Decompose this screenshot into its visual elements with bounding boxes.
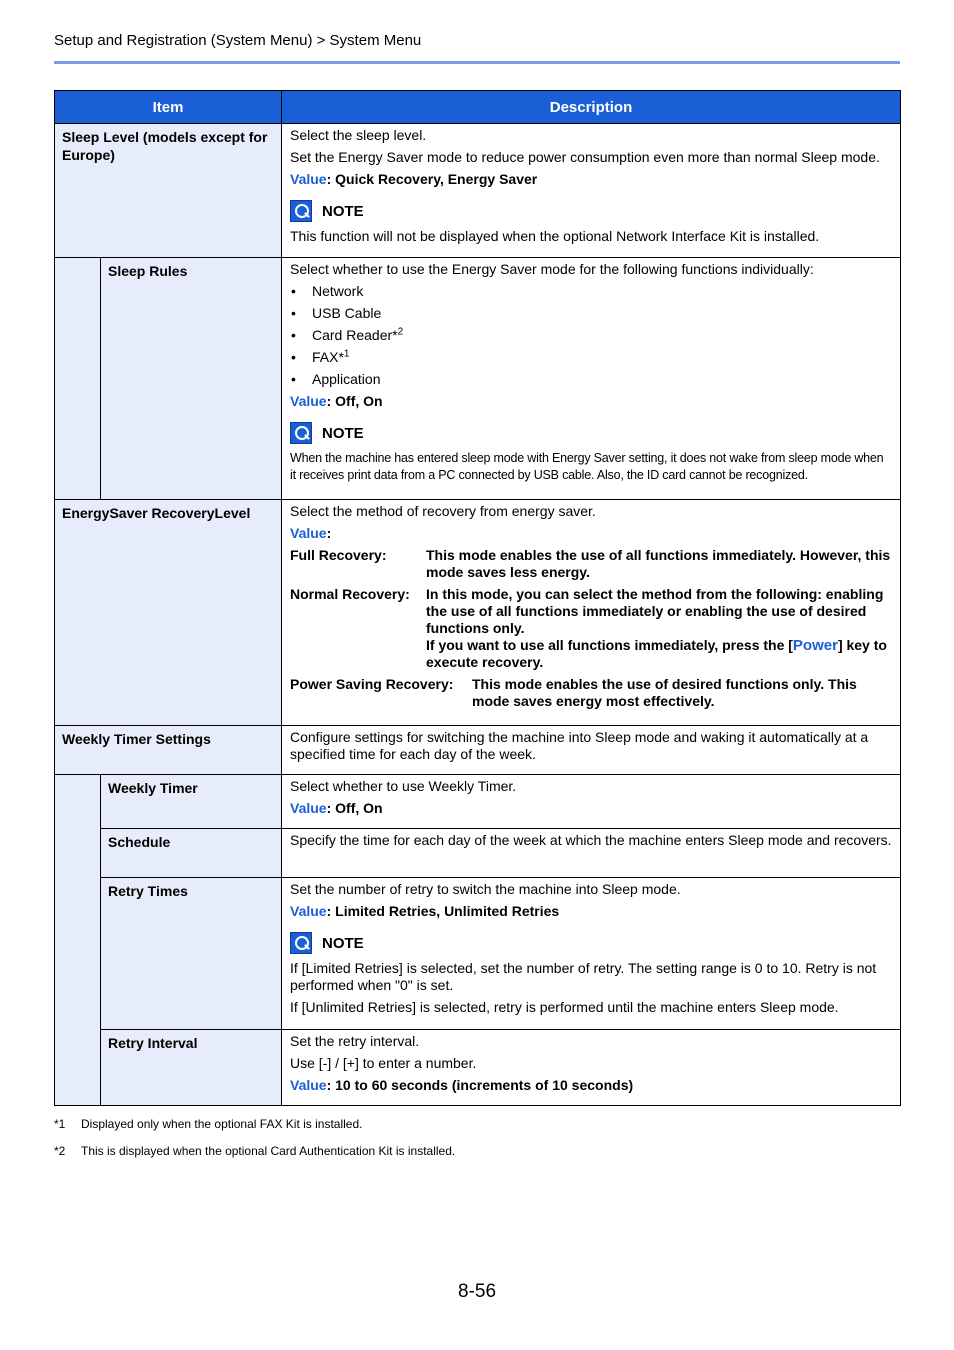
definition-text-part: If you want to use all functions immediately, press the [	[426, 637, 793, 653]
description-text: Configure settings for switching the machine into Sleep mode and waking it automatically at a specified time for each day of the week.	[290, 729, 869, 762]
description-text: Use [-] / [+] to enter a number.	[290, 1055, 477, 1071]
description-weekly-timer-settings	[282, 726, 901, 775]
indent-cell	[55, 775, 101, 829]
system-menu-table	[54, 90, 901, 1106]
note-heading	[290, 200, 892, 222]
item-retry-interval: Retry Interval	[101, 1030, 282, 1106]
list-item-text: Card Reader*	[312, 327, 398, 343]
table-row	[55, 124, 901, 258]
note-heading	[290, 932, 892, 954]
description-sleep-rules	[282, 258, 901, 500]
value-line	[290, 1077, 892, 1094]
description-text: Set the number of retry to switch the machine into Sleep mode.	[290, 881, 681, 897]
value-line	[290, 800, 892, 817]
list-item: • Network	[290, 283, 892, 300]
description-sleep-level	[282, 124, 901, 258]
definition-text: In this mode, you can select the method from the following: enabling the use of all functions immediately or enabling the use of desired functions only.	[426, 586, 884, 636]
value-options: : 10 to 60 seconds (increments of 10 seconds)	[326, 1077, 634, 1093]
value-options: : Limited Retries, Unlimited Retries	[326, 903, 560, 919]
value-key: Value	[290, 171, 327, 187]
indent-cell	[55, 829, 101, 878]
note-icon	[290, 932, 312, 954]
footnote-ref: 1	[343, 348, 350, 360]
definition-term: Normal Recovery:	[290, 586, 410, 602]
description-schedule	[282, 829, 901, 878]
description-text: Select the sleep level.	[290, 127, 427, 143]
table-row	[55, 258, 901, 500]
description-text: Select whether to use Weekly Timer.	[290, 778, 517, 794]
description-text: Set the Energy Saver mode to reduce power consumption even more than normal Sleep mode.	[290, 149, 880, 165]
description-text: Specify the time for each day of the week at which the machine enters Sleep mode and recovers.	[290, 832, 892, 848]
table-row	[55, 500, 901, 726]
table-row	[55, 726, 901, 775]
footnote-mark: *1	[54, 1117, 66, 1131]
description-text: Set the retry interval.	[290, 1033, 420, 1049]
note-label: NOTE	[322, 424, 364, 442]
note-heading	[290, 422, 892, 444]
table-row	[55, 775, 901, 829]
list-item	[290, 349, 892, 366]
item-schedule: Schedule	[101, 829, 282, 878]
item-weekly-timer-settings: Weekly Timer Settings	[55, 726, 282, 775]
value-line	[290, 525, 892, 542]
value-key: Value	[290, 1077, 327, 1093]
item-sleep-rules: Sleep Rules	[101, 258, 282, 500]
list-item-text: FAX*	[312, 349, 344, 365]
value-options: :	[326, 525, 332, 541]
value-key: Value	[290, 800, 327, 816]
table-row	[55, 1030, 901, 1106]
power-key-label: Power	[792, 637, 838, 654]
definition-term: Power Saving Recovery:	[290, 676, 454, 692]
note-icon	[290, 422, 312, 444]
breadcrumb: Setup and Registration (System Menu) > System Menu	[54, 32, 422, 49]
value-key: Value	[290, 393, 327, 409]
definition-text: This mode enables the use of all functions immediately. However, this mode saves less energy.	[426, 547, 891, 580]
definition-full-recovery	[290, 547, 892, 581]
value-key: Value	[290, 525, 327, 541]
item-sleep-level: Sleep Level (models except for Europe)	[55, 124, 282, 258]
note-text: This function will not be displayed when the optional Network Interface Kit is installed.	[290, 228, 820, 244]
definition-power-saving-recovery	[290, 676, 892, 710]
page-number: 8-56	[458, 1281, 497, 1302]
description-recovery-level	[282, 500, 901, 726]
footnote-mark: *2	[54, 1144, 66, 1158]
indent-cell	[55, 878, 101, 1030]
note-icon	[290, 200, 312, 222]
value-options: : Off, On	[326, 800, 383, 816]
note-text: When the machine has entered sleep mode with Energy Saver setting, it does not wake from sleep mode when it receives print data from a PC connected by USB cable. Also, the ID card cannot be recognized.	[290, 451, 884, 482]
list-item: • Application	[290, 371, 892, 388]
note-text: If [Limited Retries] is selected, set the number of retry. The setting range is 0 to 10. Retry is not performed when "0" is set.	[290, 960, 877, 993]
description-text: Select the method of recovery from energy saver.	[290, 503, 596, 519]
item-recovery-level: EnergySaver RecoveryLevel	[55, 500, 282, 726]
value-line	[290, 393, 892, 410]
footnote	[54, 1117, 363, 1131]
definition-text-part: ] key to execute recovery.	[426, 637, 887, 670]
footnote	[54, 1144, 455, 1158]
header-divider	[54, 61, 900, 64]
column-header-item: Item	[55, 91, 282, 124]
indent-cell	[55, 258, 101, 500]
table-row	[55, 829, 901, 878]
value-key: Value	[290, 903, 327, 919]
footnote-ref: 2	[397, 326, 404, 338]
footnote-text: Displayed only when the optional FAX Kit is installed.	[81, 1117, 363, 1131]
note-label: NOTE	[322, 202, 364, 220]
value-options: : Quick Recovery, Energy Saver	[326, 171, 538, 187]
description-retry-times	[282, 878, 901, 1030]
function-list	[290, 283, 892, 388]
footnote-text: This is displayed when the optional Card Authentication Kit is installed.	[81, 1144, 456, 1158]
definition-term: Full Recovery:	[290, 547, 387, 563]
description-weekly-timer	[282, 775, 901, 829]
definition-text	[426, 637, 892, 671]
value-options: : Off, On	[326, 393, 383, 409]
definition-text: This mode enables the use of desired functions only. This mode saves energy most effectively.	[472, 676, 857, 709]
list-item	[290, 327, 892, 344]
definition-normal-recovery	[290, 586, 892, 671]
item-retry-times: Retry Times	[101, 878, 282, 1030]
item-weekly-timer: Weekly Timer	[101, 775, 282, 829]
indent-cell	[55, 1030, 101, 1106]
value-line	[290, 171, 892, 188]
note-text: If [Unlimited Retries] is selected, retry is performed until the machine enters Sleep mode.	[290, 999, 839, 1015]
table-row	[55, 878, 901, 1030]
table-header-row	[55, 91, 901, 124]
description-text: Select whether to use the Energy Saver mode for the following functions individually:	[290, 261, 814, 277]
description-retry-interval	[282, 1030, 901, 1106]
list-item: • USB Cable	[290, 305, 892, 322]
column-header-description: Description	[282, 91, 901, 124]
note-label: NOTE	[322, 934, 364, 952]
value-line	[290, 903, 892, 920]
